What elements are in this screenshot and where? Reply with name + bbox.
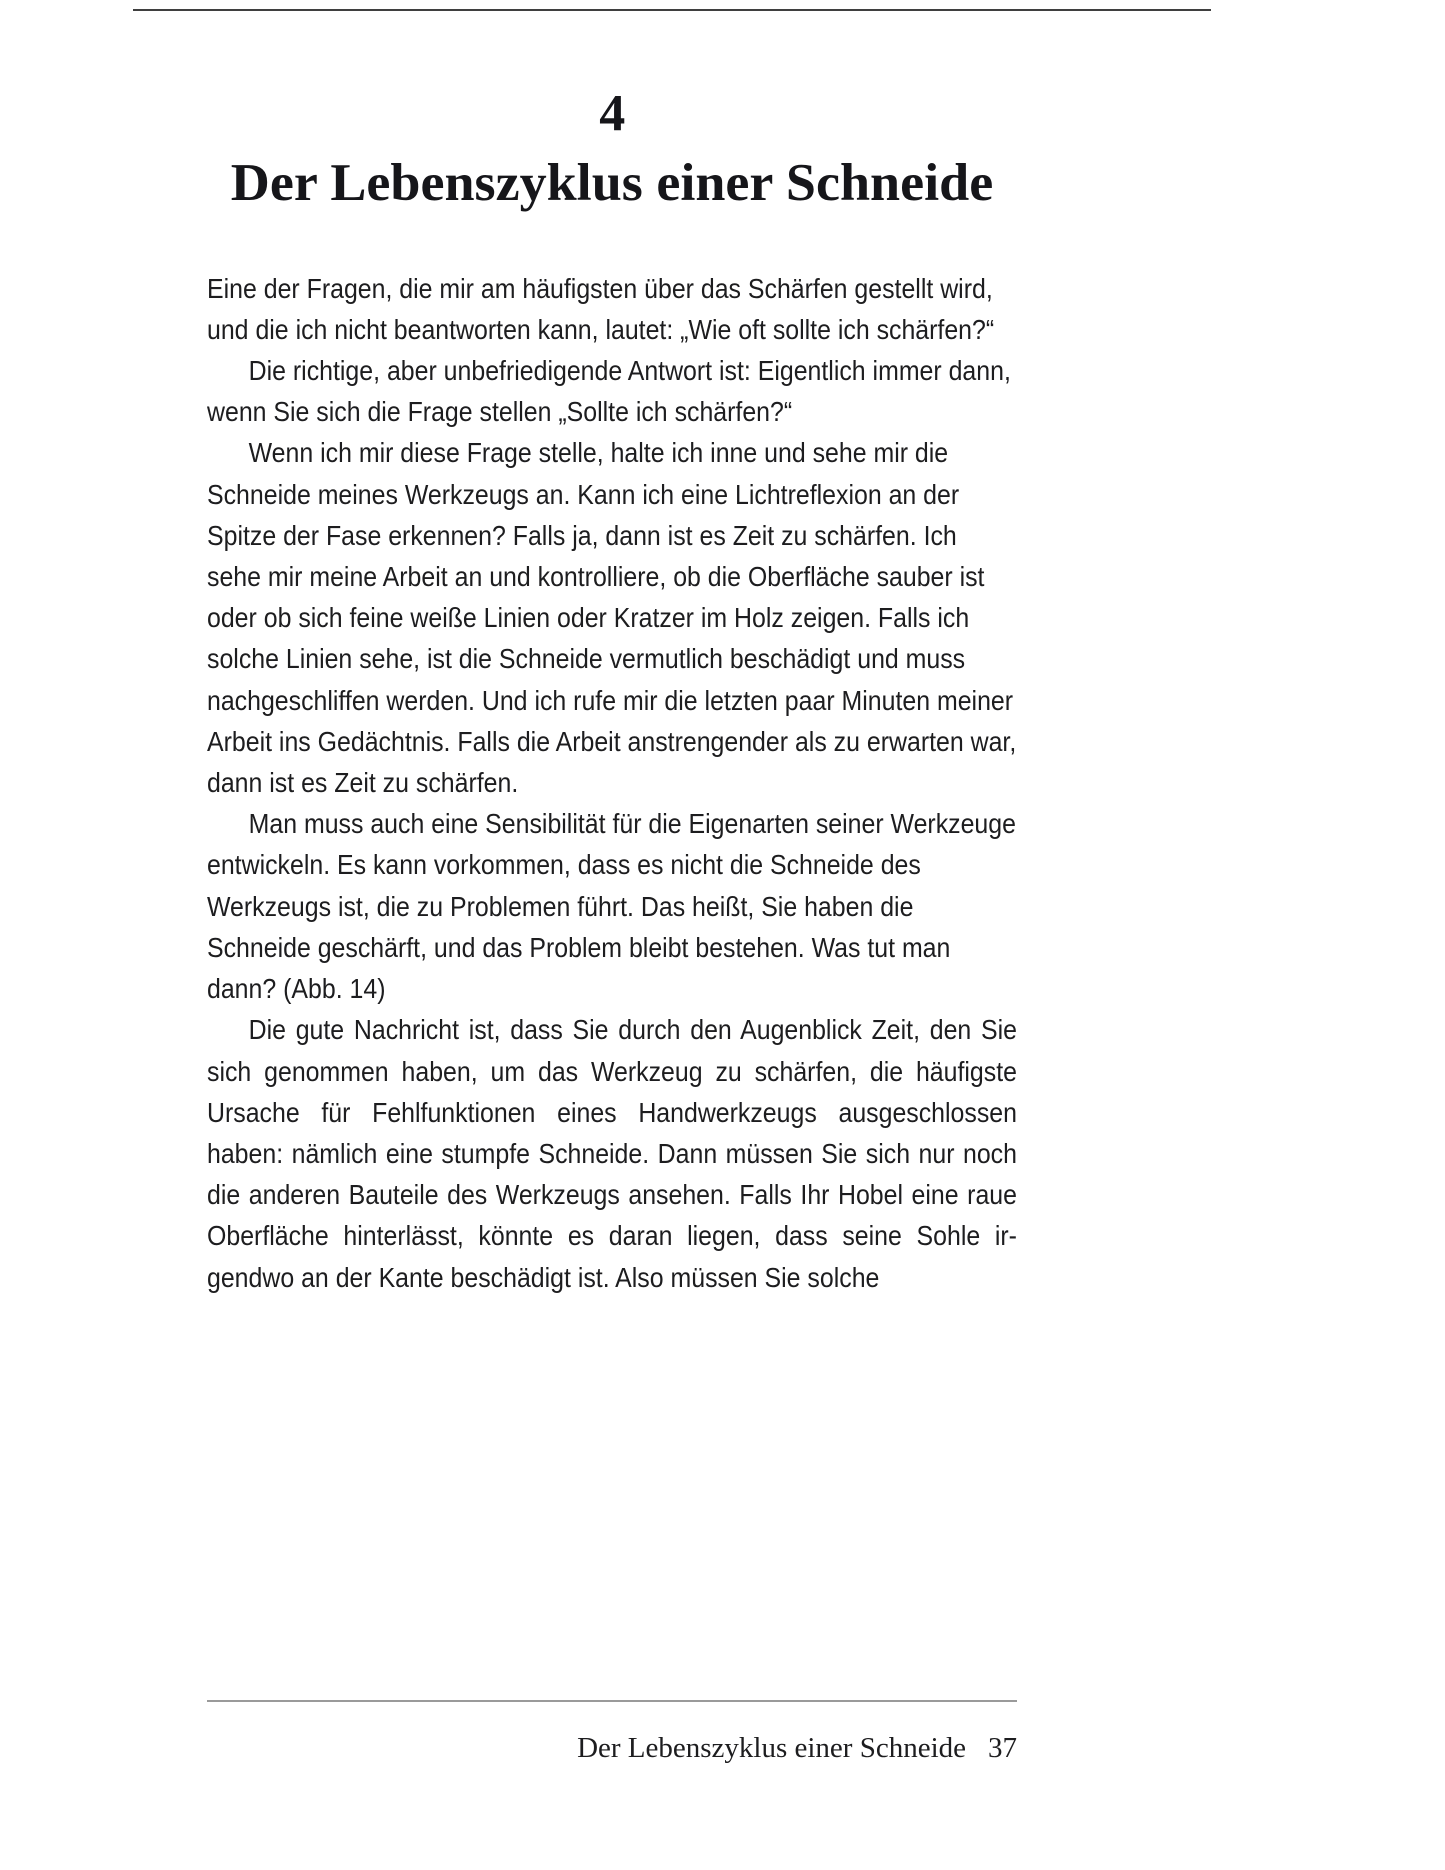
paragraph-2: Die richtige, aber unbefriedigende Antwort ist: Eigentlich immer dann, wenn Sie sich die Frage stellen „Sollte ich schärfen?“ (207, 355, 1011, 428)
footer-running-title: Der Lebenszyklus einer Schneide (577, 1731, 966, 1764)
paragraph-3: Wenn ich mir diese Frage stelle, halte ich inne und sehe mir die Schneide meines Werkzeugs an. Kann ich eine Lichtreflexion an der Spitze der Fase erkennen? Falls ja, dann ist es Zeit zu schärfen. Ich sehe mir meine Arbeit an und kontrolliere, ob die Oberfläche sauber ist oder ob sich feine weiße Linien oder Kratzer im Holz zeigen. Falls ich solche Linien sehe, ist die Schneide vermutlich beschädigt und muss nachgeschliffen werden. Und ich rufe mir die letzten paar Minuten meiner Arbeit ins Gedächtnis. Falls die Arbeit anstrengender als zu erwarten war, dann ist es Zeit zu schärfen. (207, 437, 1017, 799)
paragraph-1: Eine der Fragen, die mir am häufigsten über das Schärfen gestellt wird, und die ich nicht beantworten kann, lautet: „Wie oft sollte ich schärfen?“ (207, 272, 995, 345)
chapter-number: 4 (599, 85, 625, 142)
chapter-title: Der Lebenszyklus einer Schneide (230, 154, 994, 212)
paragraph-4: Man muss auch eine Sensibilität für die Eigenarten seiner Werkzeuge entwickeln. Es kann vorkommen, dass es nicht die Schneide des Werkzeugs ist, die zu Problemen führt. Das heißt, Sie haben die Schneide geschärft, und das Problem bleibt bestehen. Was tut man dann? (Abb. 14) (207, 808, 1016, 1005)
paragraph-5: Die gute Nachricht ist, dass Sie durch den Augenblick Zeit, den Sie sich genommen haben, um das Werkzeug zu schärfen, die häufigste Ursache für Fehlfunktionen eines Handwerkzeugs ausgeschlossen haben: nämlich eine stumpfe Schneide. Dann müssen Sie sich nur noch die anderen Bauteile des Werkzeugs ansehen. Falls Ihr Hobel eine raue Oberfläche hinterlässt, könnte es daran liegen, dass seine Sohle irgendwo an der Kante beschädigt ist. Also müssen Sie solche (207, 1014, 1017, 1293)
footer-line (207, 1732, 1017, 1765)
body-text (207, 268, 1017, 1298)
footer-page-number: 37 (988, 1731, 1017, 1764)
page-footer (207, 1700, 1017, 1765)
page-content (207, 0, 1017, 1298)
footer-divider (207, 1700, 1017, 1702)
